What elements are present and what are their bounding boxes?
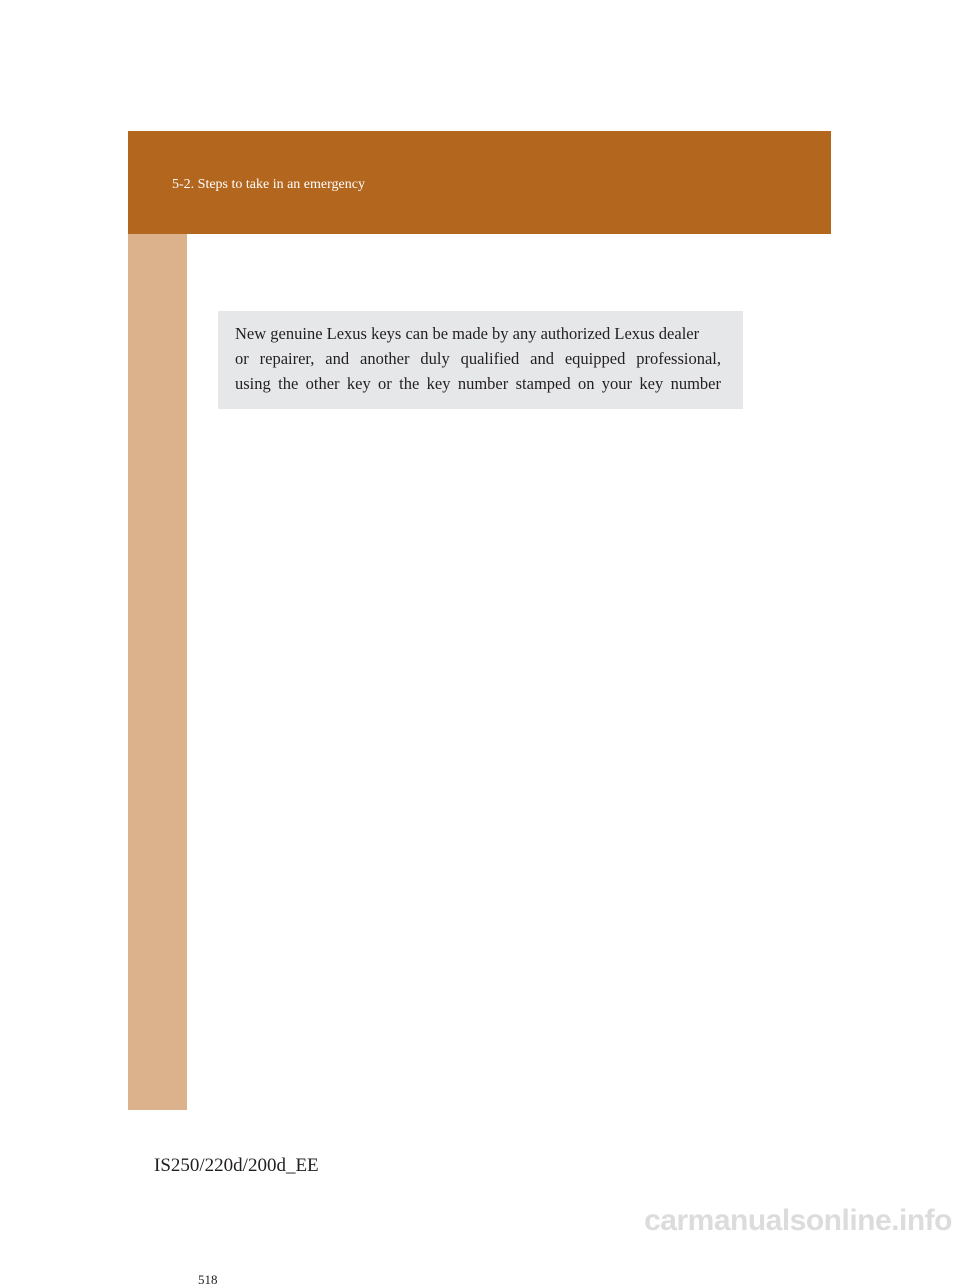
footer-model-code: IS250/220d/200d_EE [154, 1155, 319, 1176]
note-line: or repairer, and another duly qualified and equipped professional, [235, 349, 721, 368]
watermark: carmanualsonline.info [644, 1204, 952, 1237]
section-title: 5-2. Steps to take in an emergency [172, 177, 365, 192]
note-line: New genuine Lexus keys can be made by any authorized Lexus dealer [235, 324, 700, 343]
note-box [218, 311, 743, 409]
section-header-band [128, 131, 831, 234]
side-tab-strip [128, 234, 218, 1287]
note-line: using the other key or the key number stamped on your key number [235, 374, 721, 393]
page-number: 518 [198, 1272, 218, 1287]
